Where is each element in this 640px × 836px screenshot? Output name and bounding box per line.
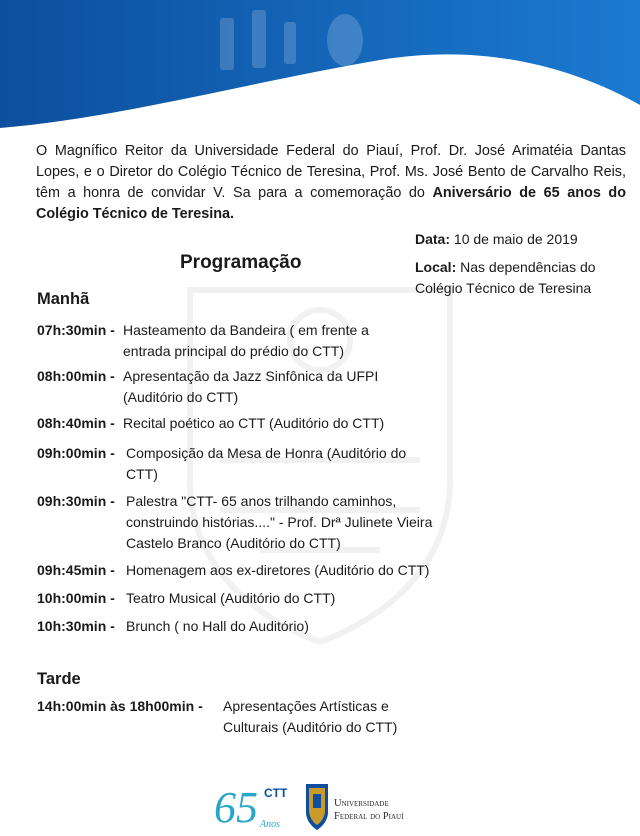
event-location (415, 257, 625, 299)
ctt-anos-label: Anos (260, 819, 280, 830)
schedule-desc: Brunch ( no Hall do Auditório) (126, 618, 309, 634)
header-wave-banner (0, 0, 640, 140)
schedule-desc: Composição da Mesa de Honra (Auditório do CTT) (126, 445, 407, 482)
afternoon-heading: Tarde (37, 670, 81, 688)
invitation-text-main: O Magnífico Reitor da Universidade Federal do Piauí, Prof. Dr. José Arimatéia Dantas Lopes, e o Diretor do Colégio Técnico de Teresina, Prof. Ms. José Bento de Carvalho Reis, têm a honra de convidar V. Sa para a comemoração do (36, 143, 626, 201)
schedule-time: 09h:30min - (37, 493, 115, 509)
invitation-text-highlight: Aniversário de 65 anos do Colégio Técnico de Teresina. (36, 185, 626, 222)
event-date-value: 10 de maio de 2019 (453, 231, 578, 247)
schedule-time: 10h:30min - (37, 618, 115, 634)
schedule-desc: Homenagem aos ex-diretores (Auditório do CTT) (126, 562, 430, 578)
ufpi-name-line1: Universidade (334, 798, 389, 809)
invitation-text (36, 141, 626, 225)
schedule-desc: Teatro Musical (Auditório do CTT) (126, 590, 336, 606)
schedule-desc: Hasteamento da Bandeira ( em frente a entrada principal do prédio do CTT) (123, 322, 369, 359)
ctt-65-number: 65 (214, 783, 258, 832)
ufpi-crest-icon (306, 784, 328, 830)
event-date (415, 229, 625, 250)
schedule-time: 09h:00min - (37, 445, 115, 461)
schedule-time: 07h:30min - (37, 322, 115, 338)
schedule-desc: Palestra "CTT- 65 anos trilhando caminhos, construindo histórias...." - Prof. Drª Julinete Vieira Castelo Branco (Auditório do CTT) (126, 493, 433, 551)
footer-logos (214, 780, 434, 832)
event-location-value: Nas dependências do Colégio Técnico de Teresina (415, 259, 596, 296)
schedule-time: 14h:00min às 18h00min - (37, 698, 203, 714)
schedule-desc: Recital poético ao CTT (Auditório do CTT) (123, 415, 385, 431)
event-date-label: Data: (415, 231, 451, 247)
ctt-label: CTT (264, 786, 288, 800)
schedule-time: 10h:00min - (37, 590, 115, 606)
ufpi-name-line2: Federal do Piauí (334, 811, 404, 822)
schedule-time: 08h:40min - (37, 415, 115, 431)
schedule-desc: Apresentações Artísticas e Culturais (Auditório do CTT) (223, 698, 398, 735)
ctt-65-logo (214, 783, 288, 832)
schedule-desc: Apresentação da Jazz Sinfônica da UFPI (Auditório do CTT) (123, 368, 379, 405)
morning-heading: Manhã (37, 290, 90, 308)
event-location-label: Local: (415, 259, 457, 275)
schedule-time: 08h:00min - (37, 368, 115, 384)
schedule-time: 09h:45min - (37, 562, 115, 578)
program-title: Programação (180, 252, 302, 273)
